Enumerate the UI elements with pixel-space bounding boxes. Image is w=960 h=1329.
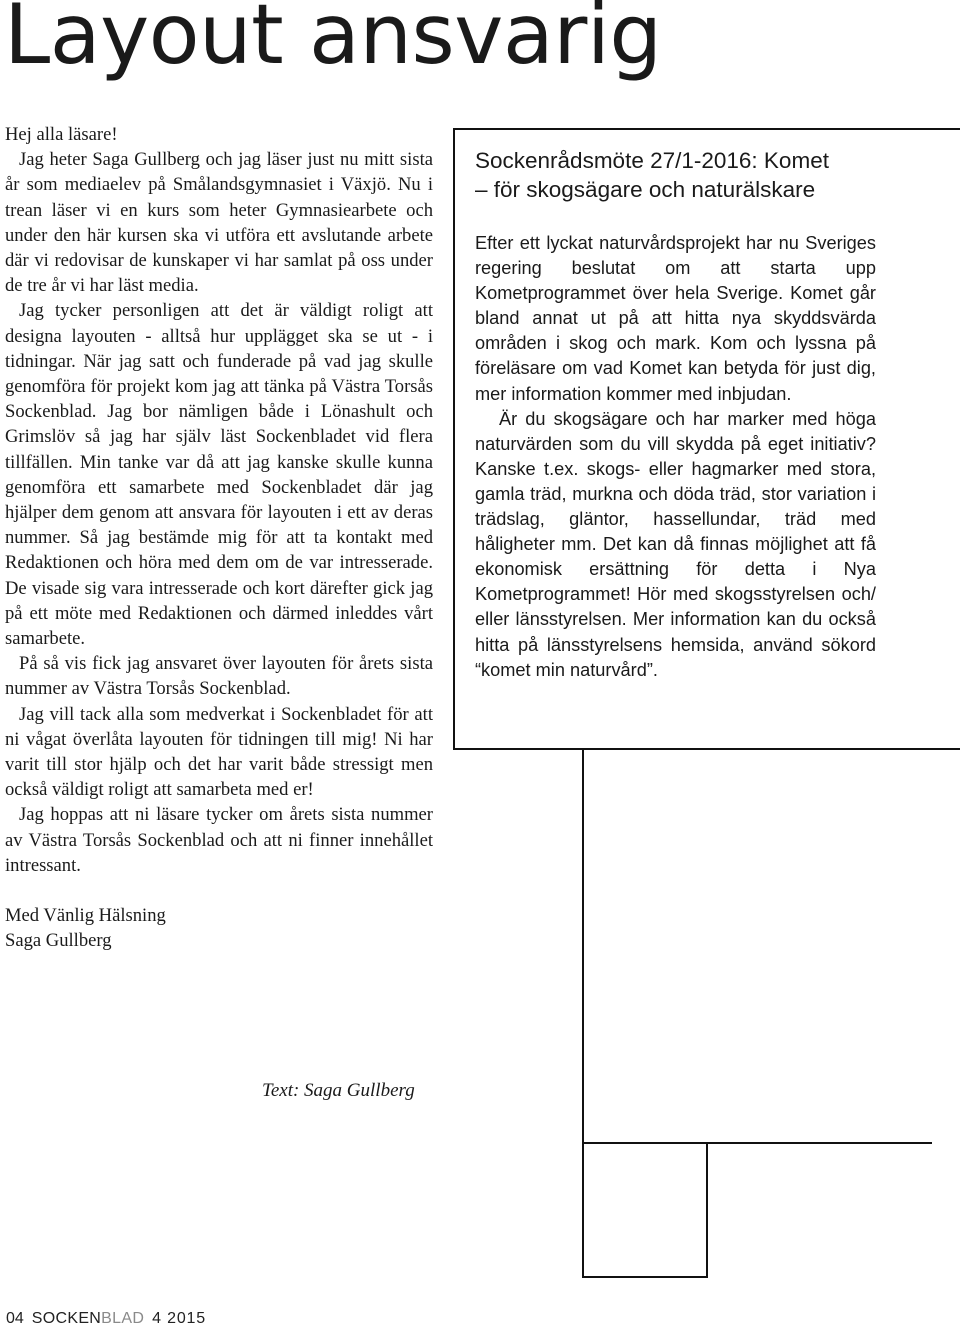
article-paragraph: Jag heter Saga Gullberg och jag läser just nu mitt sista år som mediaelev på Smålandsgymnasiet i Växjö. Nu i trean läser vi en kurs som heter Gymnasiearbete och under den här kursen ska vi utföra ett avslutande arbete där vi redovisar de kunskaper vi har samlat på oss under de tre år vi har läst media. — [5, 149, 433, 297]
page-title: Layout ansvarig — [4, 0, 662, 83]
article-paragraph: Jag vill tack alla som medverkat i Sockenbladet för att ni vågat överlåta layouten för tidningen till mig! Ni har varit till stor hjälp och det har varit både stressigt men också väldigt roligt att samarbeta med er! — [5, 703, 433, 801]
page-footer — [6, 1310, 206, 1328]
publication-name-part2: BLAD — [101, 1310, 145, 1327]
infobox-title — [475, 146, 876, 204]
byline: Text: Saga Gullberg — [262, 1080, 415, 1101]
article-paragraph: Jag hoppas att ni läsare tycker om årets sista nummer av Västra Torsås Sockenblad och att ni finner innehållet intressant. — [5, 804, 433, 876]
article-closing: Med Vänlig Hälsning — [5, 905, 166, 927]
issue-number: 4 2015 — [152, 1310, 206, 1327]
article-greeting: Hej alla läsare! — [5, 124, 118, 145]
infobox-paragraph: Är du skogsägare och har marker med höga naturvärden som du vill skydda på eget initiativ? Kanske t.ex. skogs- eller hagmarker med stora, gamla träd, murkna och döda träd, stor variation i trädslag, gläntor, hassellundar, träd med håligheter mm. Det kan då finnas möjlighet att få ekonomisk ersättning för detta i Nya Kometprogrammet! Hör med skogsstyrelsen och/ eller länsstyrelsen. Mer information kan du också hitta på länsstyrelsens hemsida, använd sökord “komet min naturvård”. — [475, 408, 876, 680]
article-signature: Saga Gullberg — [5, 930, 112, 952]
decorative-horizontal-line — [582, 1142, 932, 1144]
publication-name-part1: SOCKEN — [31, 1310, 102, 1327]
article-signoff — [5, 903, 433, 953]
infobox-content — [475, 146, 876, 683]
infobox-title-line1: Sockenrådsmöte 27/1-2016: Komet — [475, 148, 829, 173]
article-body — [5, 122, 433, 954]
decorative-square-edge — [706, 1142, 708, 1278]
infobox-paragraph: Efter ett lyckat naturvårdsprojekt har nu Sveriges regering beslutat om att starta upp Kometprogrammet över hela Sverige. Komet går bland annat ut på att hitta nya skyddsvärda områden i skog och mark. Kom och lyssna på föreläsare om vad Komet kan betyda för just dig, mer information kommer med inbjudan. — [475, 233, 876, 404]
page-number: 04 — [6, 1310, 24, 1327]
decorative-square-edge — [582, 1276, 708, 1278]
decorative-vertical-line — [582, 748, 584, 1278]
article-paragraph: Jag tycker personligen att det är väldigt roligt att designa layouten - alltså hur upplägget ska se ut - i tidningar. När jag satt och funderade på vad jag skulle genomföra för projekt kom jag att tänka på Västra Torsås Sockenblad. Jag bor nämligen både i Lönashult och Grimslöv så jag har själv läst Sockenbladet vid flera tillfällen. Min tanke var då att jag kanske skulle kunna genomföra ett samarbete med Sockenbladet där jag hjälper dem genom att ansvara för layouten i ett av deras nummer. Så jag bestämde mig för att ta kontakt med Redaktionen och höra med dem om de var intresserade. De visade sig vara intresserade och kort därefter gick jag på ett möte med Redaktionen och därmed inleddes vårt samarbete. — [5, 300, 433, 650]
infobox-title-line2: – för skogsägare och naturälskare — [475, 177, 816, 202]
article-paragraph: På så vis fick jag ansvaret över layouten för årets sista nummer av Västra Torsås Sockenblad. — [5, 653, 433, 700]
